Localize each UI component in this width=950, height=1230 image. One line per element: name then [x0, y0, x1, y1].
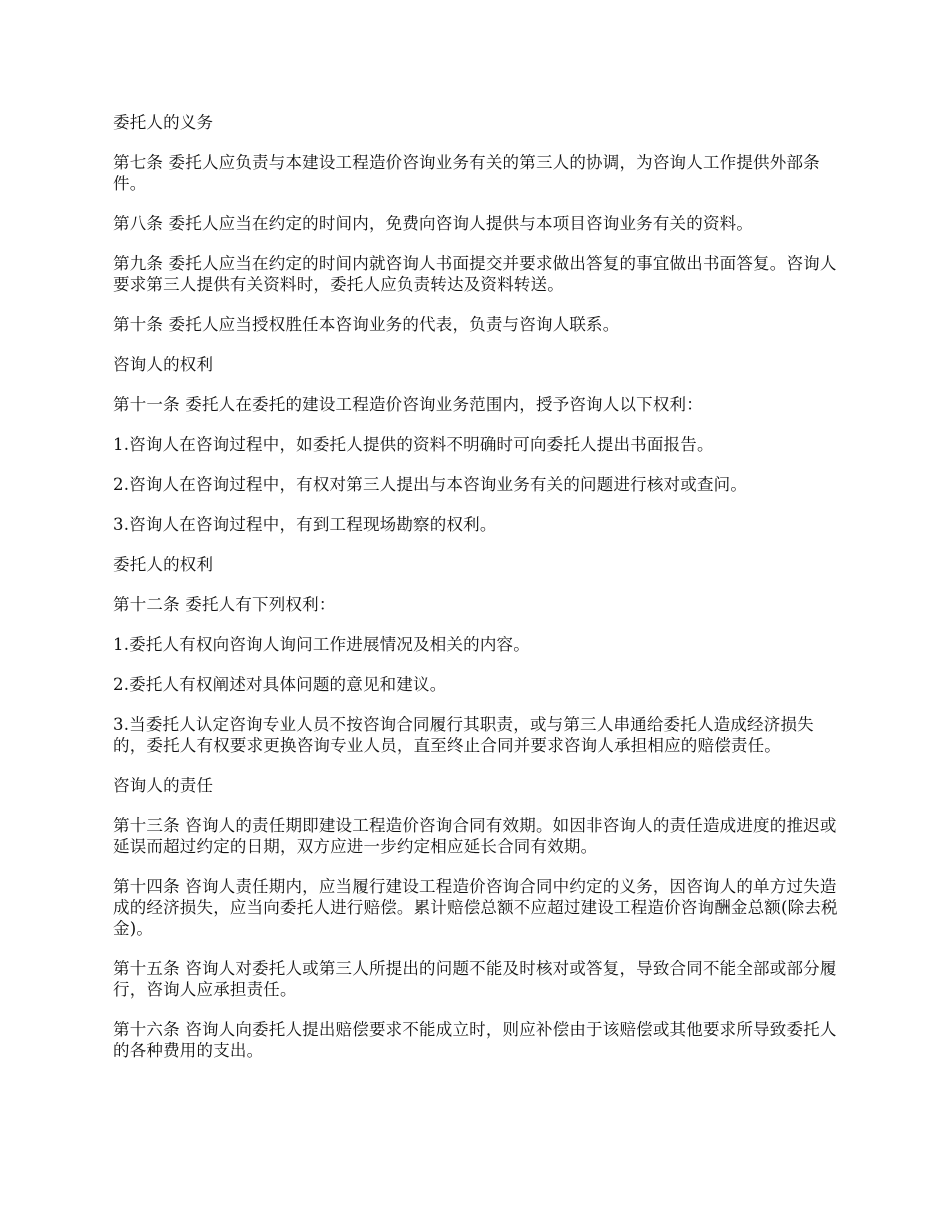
- article-8: 第八条 委托人应当在约定的时间内，免费向咨询人提供与本项目咨询业务有关的资料。: [113, 214, 754, 233]
- article-7: 第七条 委托人应负责与本建设工程造价咨询业务有关的第三人的协调，为咨询人工作提供外部条件。: [113, 153, 820, 193]
- article-10: 第十条 委托人应当授权胜任本咨询业务的代表，负责与咨询人联系。: [113, 315, 620, 334]
- article-9: 第九条 委托人应当在约定的时间内就咨询人书面提交并要求做出答复的事宜做出书面答复。咨询人要求第三人提供有关资料时，委托人应负责转达及资料转送。: [113, 254, 837, 294]
- article-15: 第十五条 咨询人对委托人或第三人所提出的问题不能及时核对或答复，导致合同不能全部或部分履行，咨询人应承担责任。: [113, 959, 837, 999]
- section-heading-consultant-rights: 咨询人的权利: [113, 355, 214, 374]
- section-heading-client-rights: 委托人的权利: [113, 555, 214, 574]
- section-heading-client-obligations: 委托人的义务: [113, 113, 214, 132]
- article-16: 第十六条 咨询人向委托人提出赔偿要求不能成立时，则应补偿由于该赔偿或其他要求所导致委托人的各种费用的支出。: [113, 1020, 837, 1060]
- article-12: 第十二条 委托人有下列权利：: [113, 595, 336, 614]
- article-11-item-1: 1.咨询人在咨询过程中，如委托人提供的资料不明确时可向委托人提出书面报告。: [113, 435, 714, 454]
- article-12-item-3: 3.当委托人认定咨询专业人员不按咨询合同履行其职责，或与第三人串通给委托人造成经济损失的，委托人有权要求更换咨询专业人员，直至终止合同并要求咨询人承担相应的赔偿责任。: [113, 715, 814, 755]
- article-11: 第十一条 委托人在委托的建设工程造价咨询业务范围内，授予咨询人以下权利：: [113, 395, 703, 414]
- article-14: 第十四条 咨询人责任期内，应当履行建设工程造价咨询合同中约定的义务，因咨询人的单方过失造成的经济损失，应当向委托人进行赔偿。累计赔偿总额不应超过建设工程造价咨询酬金总额(除去税金)。: [113, 877, 838, 938]
- article-11-item-3: 3.咨询人在咨询过程中，有到工程现场勘察的权利。: [113, 515, 497, 534]
- section-heading-consultant-liability: 咨询人的责任: [113, 776, 214, 795]
- article-12-item-2: 2.委托人有权阐述对具体问题的意见和建议。: [113, 675, 447, 694]
- document-page: [113, 112, 843, 1080]
- article-12-item-1: 1.委托人有权向咨询人询问工作进展情况及相关的内容。: [113, 635, 530, 654]
- article-13: 第十三条 咨询人的责任期即建设工程造价咨询合同有效期。如因非咨询人的责任造成进度的推迟或延误而超过约定的日期，双方应进一步约定相应延长合同有效期。: [113, 816, 837, 856]
- article-11-item-2: 2.咨询人在咨询过程中，有权对第三人提出与本咨询业务有关的问题进行核对或查问。: [113, 475, 748, 494]
